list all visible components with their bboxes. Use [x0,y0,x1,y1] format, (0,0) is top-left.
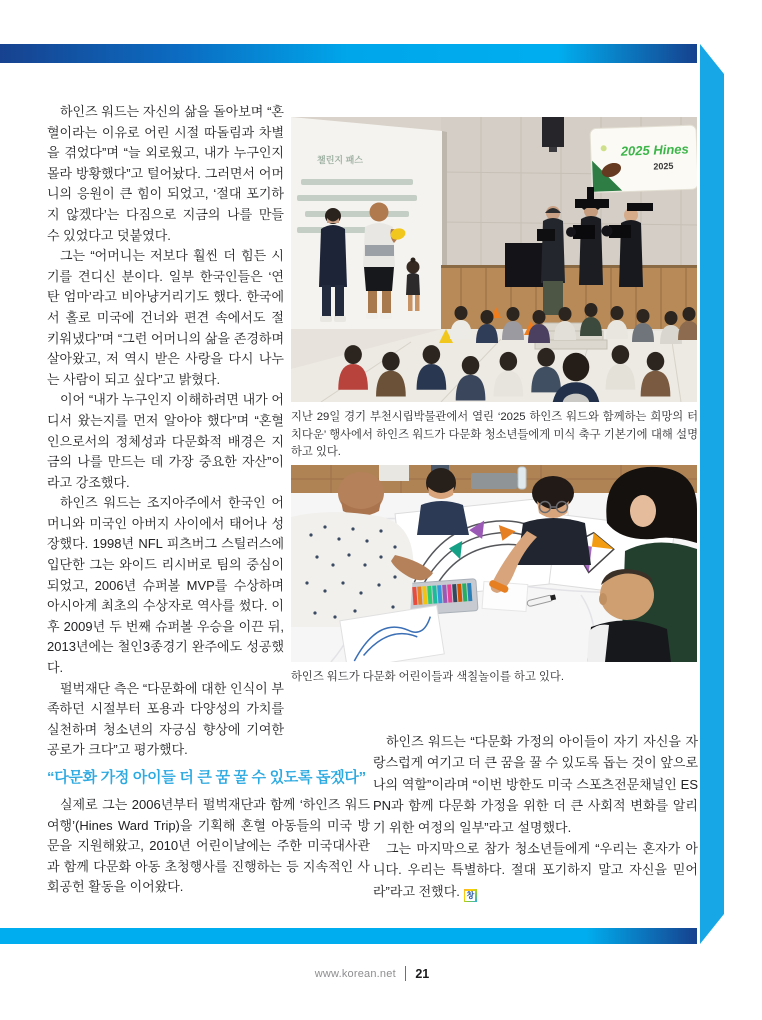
end-mark-glyph: 창 [466,890,475,900]
top-ribbon-band [0,44,697,63]
paragraph: 하인즈 워드는 조지아주에서 한국인 어머니와 미국인 아버지 사이에서 태어나 성장했다. 1998년 NFL 피츠버그 스틸러스에 입단한 그는 와이드 리시버로 팀의 중심이 되었고, 2006년 슈퍼볼 MVP를 수상하며 아시아계 최초의 수상자로 역사를 썼다. 이후 2009년 두 번째 슈퍼볼 우승을 이끈 뒤, 2013년에는 철인3종경기 완주에도 성공했다. [47,495,284,676]
article-end-mark [464,889,477,902]
coloring-photo [291,465,697,662]
article-right-column [373,731,698,902]
paragraph: 펄벅재단 측은 “다문화에 대한 인식이 부족하던 시절부터 포용과 다양성의 가치를 실천하며 청소년의 자긍심 향상에 기여한 공로가 크다”고 평가했다. [47,680,284,758]
right-ribbon-stripe [700,44,724,944]
paragraph-text: 그는 마지막으로 참가 청소년들에게 “우리는 혼자가 아니다. 우리는 특별하다. 절대 포기하지 말고 자신을 믿어라”라고 전했다. [373,841,698,899]
paragraph: 이어 “내가 누구인지 이해하려면 내가 어디서 왔는지를 먼저 알아야 했다”며 “혼혈인으로서의 정체성과 다문화적 배경은 지금의 나를 만드는 데 가장 중요한 자산”이라고 강조했다. [47,392,284,490]
paragraph: 하인즈 워드는 자신의 삶을 돌아보며 “혼혈이라는 이유로 어린 시절 따돌림과 차별을 겪었다”며 “늘 외로웠고, 내가 누구인지 몰라 방황했다”고 털어놨다. 그러면서 어머니의 응원이 큰 힘이 되었고, ‘절대 포기하지 않겠다’는 다짐으로 지금의 나를 만들 수 있었다고 덧붙였다. [47,104,284,243]
paragraph: 실제로 그는 2006년부터 펄벅재단과 함께 ‘하인즈 워드 여행’(Hines Ward Trip)을 기획해 혼혈 아동들의 미국 방문을 지원해왔고, 2010년 어린이날에는 주한 미국대사관과 함께 다문화 아동 초청행사를 진행하는 등 지속적인 사회공헌 활동을 이어왔다. [47,797,370,895]
event-photo [291,117,697,402]
footer-url: www.korean.net [314,967,396,980]
event-banner [590,125,697,193]
photo-caption-event: 지난 29일 경기 부천시립박물관에서 열린 ‘2025 하인즈 워드와 함께하는 희망의 터치다운’ 행사에서 하인즈 워드가 다문화 청소년들에게 미식 축구 기본기에 대해 설명하고 있다. [291,411,698,458]
article-subsection [47,768,370,898]
section-subheading: “다문화 가정 아이들 더 큰 꿈 꿀 수 있도록 돕겠다” [47,769,366,786]
screen-title-text: 챌린지 패스 [317,155,363,165]
article-left-column [47,102,284,761]
photo-caption-coloring: 하인즈 워드가 다문화 어린이들과 색칠놀이를 하고 있다. [291,671,564,683]
paragraph: 하인즈 워드는 “다문화 가정의 아이들이 자기 자신을 자랑스럽게 여기고 더 큰 꿈을 꿀 수 있도록 돕는 것이 앞으로 나의 역할”이라며 “이번 방한도 미국 스포츠전문채널인 ESPN과 함께 다문화 가정을 위한 더 큰 사회적 변화를 알리기 위한 여정의 일부”라고 설명했다. [373,734,698,835]
banner-text-line2: 2025 [653,160,674,172]
paragraph [373,838,698,902]
page-number: 21 [415,966,430,981]
banner-text-line1: 2025 Hines [620,141,689,159]
footer-divider [405,966,407,981]
bottom-ribbon-band [0,928,697,944]
page-footer [0,966,744,981]
paragraph: 그는 “어머니는 저보다 훨씬 더 힘든 시기를 견디신 분이다. 일부 한국인들은 ‘연탄 엄마’라고 비아냥거리기도 했다. 한국에서 홀로 미국에 건너와 편견 속에서도 절 키워냈다”며 “그런 어머니의 삶을 존경하며 살아왔고, 저 역시 받은 사랑을 다시 나누는 사람이 되고 싶다”고 밝혔다. [47,248,284,387]
